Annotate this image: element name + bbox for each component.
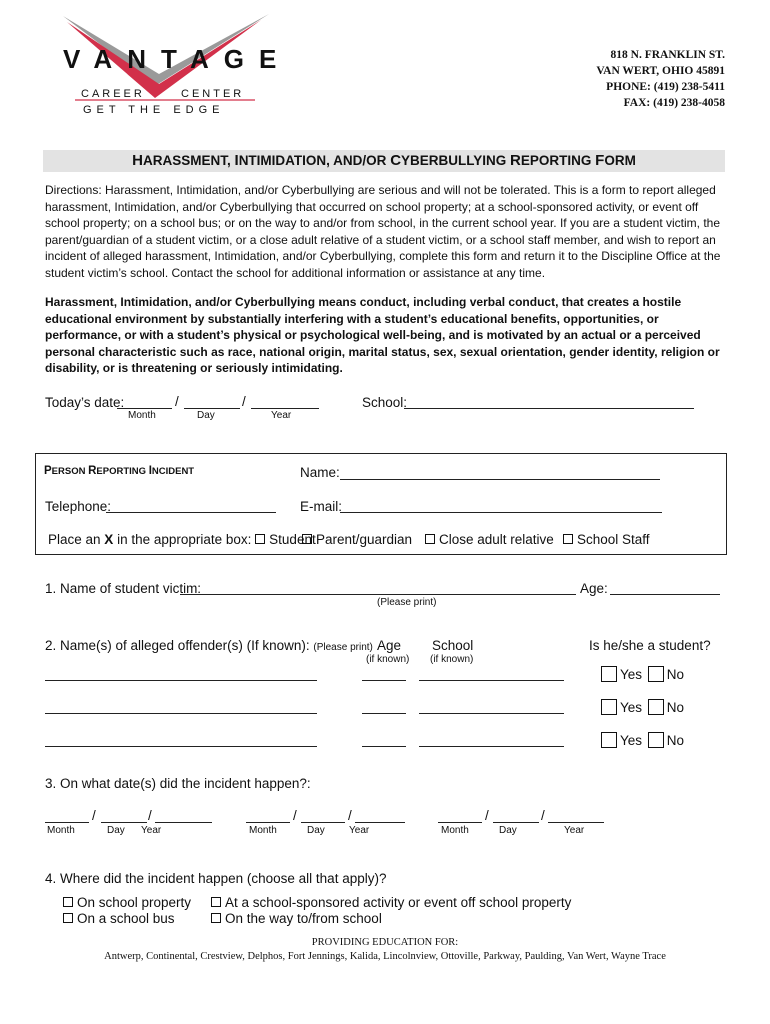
place-suffix: in the appropriate box:	[113, 532, 252, 547]
footer-providing: PROVIDING EDUCATION FOR:	[311, 937, 459, 948]
offender-age-field[interactable]	[362, 680, 406, 681]
incident-year-caption: Year	[349, 825, 370, 836]
logo-tagline: GET THE EDGE	[83, 104, 225, 116]
offender-school-field[interactable]	[419, 746, 564, 747]
student-checkbox[interactable]	[255, 534, 265, 544]
title-rest: YBERBULLYING	[401, 153, 511, 168]
todays-date-label: Today’s date:	[45, 395, 125, 410]
logo-letter: G	[223, 44, 259, 74]
offender-student-choice	[601, 732, 684, 748]
directions-text: Directions: Harassment, Intimidation, and/or Cyberbullying are serious and will not be tolerated. This is a form to report alleged harassment, Intimidation, and/or Cyberbullying that occurred on school property; at a school-sponsored activity, or event off school property; on a school bus; or on the way to and/or from school, in the current school year. If you are a student victim, the parent/guardian of a student victim, or a close adult relative of a student victim, or a school staff member, and wish to report an incident of alleged harassment, Intimidation, and/or Cyberbullying, complete this form and return it to the Discipline Office at the student victim’s school. Contact the school for additional information or assistance at any time.	[45, 183, 721, 280]
address-block	[596, 47, 725, 111]
offender-name-field[interactable]	[45, 680, 317, 681]
incident-year-field[interactable]	[155, 822, 212, 823]
q1-please-print: (Please print)	[377, 597, 437, 608]
footer-districts: Antwerp, Continental, Crestview, Delphos, Fort Jennings, Kalida, Lincolnview, Ottoville, Parkway, Paulding, Van Wert, Wayne Trace	[104, 951, 666, 962]
logo-letters	[63, 44, 291, 75]
incident-month-field[interactable]	[45, 822, 89, 823]
logo	[55, 14, 292, 124]
date-slash: /	[92, 808, 96, 823]
yes-checkbox[interactable]	[601, 666, 617, 682]
email-label: E-mail:	[300, 499, 343, 514]
school-bus-label: On a school bus	[77, 911, 175, 926]
activity-checkbox[interactable]	[211, 897, 221, 907]
logo-career: CAREER	[81, 88, 145, 100]
incident-day-caption: Day	[107, 825, 125, 836]
date-month-caption: Month	[128, 410, 156, 421]
staff-option-label: School Staff	[577, 532, 650, 547]
q2-school-header: School	[432, 638, 474, 653]
school-property-label: On school property	[77, 895, 192, 910]
place-x: X	[104, 532, 114, 547]
way-label: On the way to/from school	[225, 911, 382, 926]
no-checkbox[interactable]	[648, 666, 664, 682]
activity-label: At a school-sponsored activity or event off school property	[225, 895, 572, 910]
logo-letter: T	[160, 44, 190, 74]
incident-month-caption: Month	[47, 825, 75, 836]
school-label: School:	[362, 395, 408, 410]
q4-option-activity	[211, 895, 571, 910]
address-street: 818 N. FRANKLIN ST.	[610, 49, 725, 61]
telephone-field[interactable]	[106, 512, 276, 513]
incident-day-caption: Day	[307, 825, 325, 836]
address-fax: FAX: (419) 238-4058	[623, 97, 725, 109]
school-bus-checkbox[interactable]	[63, 913, 73, 923]
heading-rest: EPORTING	[96, 466, 149, 477]
q4-option-way	[211, 911, 382, 926]
heading-cap: P	[44, 465, 52, 477]
offender-school-field[interactable]	[419, 680, 564, 681]
heading-rest: NCIDENT	[151, 466, 195, 477]
definition-text: Harassment, Intimidation, and/or Cyberbullying means conduct, including verbal conduct, that creates a hostile educational environment by substantially interfering with a student’s educational benefits, opportunities, or performance, or with a student’s physical or psychological well-being, and is motivated by an actual or a perceived personal characteristic such as race, national origin, marital status, sex, sexual orientation, gender identity, religion or disability, or is threatening or seriously intimidating.	[45, 295, 720, 376]
date-slash: /	[293, 808, 297, 823]
q2-school-if-known: (if known)	[430, 654, 474, 665]
title-cap: I	[234, 152, 239, 169]
student-option-label: Student	[269, 532, 316, 547]
school-field[interactable]	[404, 408, 694, 409]
incident-day-field[interactable]	[101, 822, 147, 823]
q2-age-if-known: (if known)	[366, 654, 410, 665]
q2-is-student-header: Is he/she a student?	[589, 638, 711, 653]
offender-name-field[interactable]	[45, 713, 317, 714]
place-prefix: Place an	[48, 532, 105, 547]
logo-letter: A	[93, 44, 128, 74]
form-title	[43, 150, 725, 172]
logo-letter: N	[127, 44, 161, 74]
logo-center: CENTER	[181, 88, 245, 100]
logo-letter: A	[189, 44, 224, 74]
yes-label: Yes	[620, 700, 643, 715]
yes-label: Yes	[620, 733, 643, 748]
heading-cap: R	[88, 465, 97, 477]
victim-age-field[interactable]	[610, 594, 720, 595]
way-checkbox[interactable]	[211, 913, 221, 923]
address-city: VAN WERT, OHIO 45891	[596, 65, 725, 77]
incident-month-field[interactable]	[438, 822, 482, 823]
no-checkbox[interactable]	[648, 699, 664, 715]
date-day-caption: Day	[197, 410, 215, 421]
school-property-checkbox[interactable]	[63, 897, 73, 907]
incident-day-field[interactable]	[493, 822, 539, 823]
q2-please-print: (Please print)	[313, 642, 373, 653]
title-cap: H	[132, 152, 143, 169]
offender-age-field[interactable]	[362, 746, 406, 747]
incident-day-caption: Day	[499, 825, 517, 836]
q3-label: 3. On what date(s) did the incident happen?:	[45, 776, 311, 791]
q2-age-header: Age	[377, 638, 402, 653]
q1-label: 1. Name of student victim:	[45, 581, 202, 596]
victim-name-field[interactable]	[180, 594, 576, 595]
incident-year-caption: Year	[141, 825, 162, 836]
parent-checkbox[interactable]	[302, 534, 312, 544]
title-rest: NTIMIDATION, AND/OR	[238, 153, 391, 168]
no-checkbox[interactable]	[648, 732, 664, 748]
parent-option-label: Parent/guardian	[316, 532, 413, 547]
person-reporting-heading	[44, 465, 194, 477]
title-rest: ARASSMENT,	[143, 153, 235, 168]
incident-year-caption: Year	[564, 825, 585, 836]
yes-label: Yes	[620, 667, 643, 682]
q4-option-school-property	[63, 895, 191, 910]
date-slash: /	[485, 808, 489, 823]
parent-option	[302, 532, 412, 547]
date-slash: /	[242, 394, 246, 409]
title-rest: EPORTING	[520, 153, 596, 168]
offender-student-choice	[601, 666, 684, 682]
title-cap: F	[595, 152, 605, 169]
relative-checkbox[interactable]	[425, 534, 435, 544]
date-month-field[interactable]	[117, 408, 172, 409]
name-field[interactable]	[340, 479, 660, 480]
logo-letter: E	[258, 44, 292, 74]
yes-checkbox[interactable]	[601, 699, 617, 715]
incident-year-field[interactable]	[548, 822, 604, 823]
place-x-instruction	[48, 532, 316, 547]
date-slash: /	[175, 394, 179, 409]
incident-day-field[interactable]	[301, 822, 345, 823]
title-rest: ORM	[604, 153, 636, 168]
offender-name-field[interactable]	[45, 746, 317, 747]
title-cap: R	[510, 152, 521, 169]
relative-option-label: Close adult relative	[439, 532, 554, 547]
name-label: Name:	[300, 465, 340, 480]
incident-month-caption: Month	[249, 825, 277, 836]
date-year-field[interactable]	[251, 408, 319, 409]
no-label: No	[666, 700, 685, 715]
staff-checkbox[interactable]	[563, 534, 573, 544]
staff-option	[563, 532, 650, 547]
q2-label-text: 2. Name(s) of alleged offender(s) (If known):	[45, 638, 310, 653]
date-day-field[interactable]	[184, 408, 240, 409]
offender-school-field[interactable]	[419, 713, 564, 714]
date-year-caption: Year	[271, 410, 292, 421]
incident-month-field[interactable]	[246, 822, 290, 823]
address-phone: PHONE: (419) 238-5411	[606, 81, 725, 93]
no-label: No	[666, 733, 685, 748]
q4-label: 4. Where did the incident happen (choose all that apply)?	[45, 871, 387, 886]
offender-student-choice	[601, 699, 684, 715]
date-slash: /	[348, 808, 352, 823]
logo-letter: V	[63, 44, 94, 74]
q2-label	[45, 638, 373, 653]
email-field[interactable]	[340, 512, 662, 513]
relative-option	[425, 532, 554, 547]
title-cap: C	[390, 152, 402, 169]
heading-cap: I	[148, 465, 152, 477]
q4-option-school-bus	[63, 911, 175, 926]
heading-rest: ERSON	[51, 466, 89, 477]
telephone-label: Telephone:	[45, 499, 112, 514]
incident-year-field[interactable]	[355, 822, 405, 823]
date-slash: /	[148, 808, 152, 823]
q1-age-label: Age:	[580, 581, 608, 596]
no-label: No	[666, 667, 685, 682]
offender-age-field[interactable]	[362, 713, 406, 714]
yes-checkbox[interactable]	[601, 732, 617, 748]
date-slash: /	[541, 808, 545, 823]
incident-month-caption: Month	[441, 825, 469, 836]
